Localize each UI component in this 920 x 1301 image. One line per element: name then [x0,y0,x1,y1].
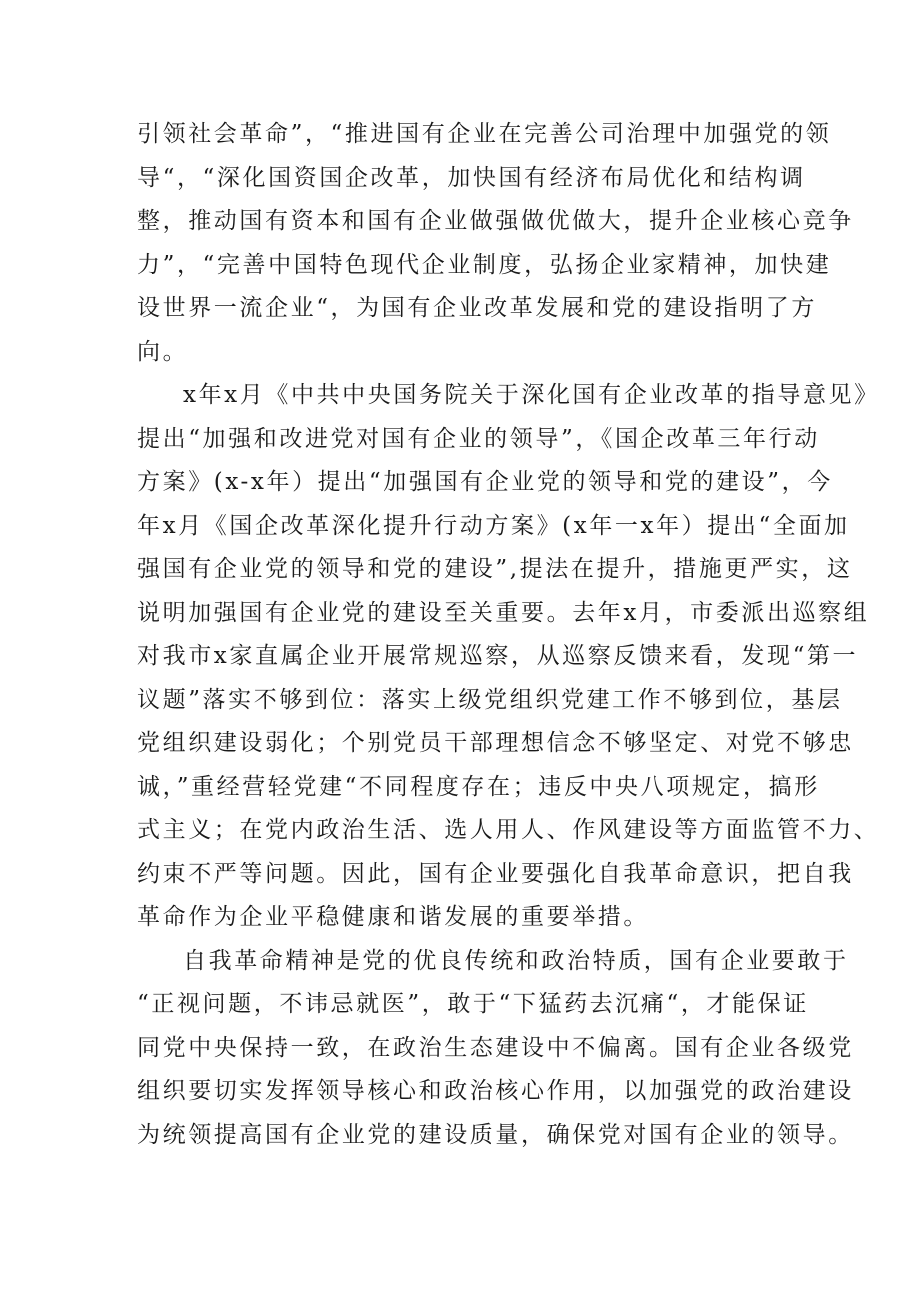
document-body [137,113,880,1157]
text-line: 党组织建设弱化；个别党员干部理想信念不够坚定、对党不够忠 [137,730,854,756]
text-line: “正视问题，不讳忌就医”，敢于“下猛药去沉痛“，才能保证 [137,991,809,1017]
text-line: 引领社会革命”，“推进国有企业在完善公司治理中加强党的领 [137,121,832,147]
text-line: 议题”落实不够到位：落实上级党组织党建工作不够到位，基层 [137,686,843,713]
text-line: 对我市x家直属企业开展常规巡察，从巡察反馈来看，发现“第一 [137,643,859,669]
paragraph-1 [137,113,854,374]
paragraph-2 [137,374,880,940]
text-line: 提出“加强和改进党对国有企业的领导”，《国企改革三年行动 [137,425,820,452]
text-line: 说明加强国有企业党的建设至关重要。去年x月，市委派出巡察组 [137,599,870,626]
text-line: 力”，“完善中国特色现代企业制度，弘扬企业家精神，加快建 [137,251,832,278]
text-line: 年x月《国企改革深化提升行动方案》(x年一x年）提出“全面加 [137,512,850,539]
text-line: 向。 [137,338,189,365]
text-line: 革命作为企业平稳健康和谐发展的重要举措。 [137,904,649,930]
text-line: 诚，”重经营轻党建“不同程度存在；违反中央八项规定，搞形 [137,773,820,800]
paragraph-3 [137,940,854,1158]
text-line: 方案》(x-x年）提出“加强国有企业党的领导和党的建设”，今 [137,469,833,495]
text-line: x年x月《中共中央国务院关于深化国有企业改革的指导意见》 [183,382,880,408]
text-line: 整，推动国有资本和国有企业做强做优做大，提升企业核心竞争 [137,208,854,234]
text-line: 导“，“深化国资国企改革，加快国有经济布局优化和结构调 [137,164,806,191]
text-line: 强国有企业党的领导和党的建设”,提法在提升，措施更严实，这 [137,556,853,582]
text-line: 式主义；在党内政治生活、选人用人、作风建设等方面监管不力、 [137,817,880,843]
text-line: 组织要切实发挥领导核心和政治核心作用，以加强党的政治建设 [137,1078,854,1104]
text-line: 自我革命精神是党的优良传统和政治特质，国有企业要敢于 [183,947,849,974]
text-line: 设世界一流企业“，为国有企业改革发展和党的建设指明了方 [137,295,817,321]
text-line: 约束不严等问题。因此，国有企业要强化自我革命意识，把自我 [137,860,854,887]
text-line: 为统领提高国有企业党的建设质量，确保党对国有企业的领导。 [137,1121,854,1148]
text-line: 同党中央保持一致，在政治生态建设中不偏离。国有企业各级党 [137,1034,854,1061]
